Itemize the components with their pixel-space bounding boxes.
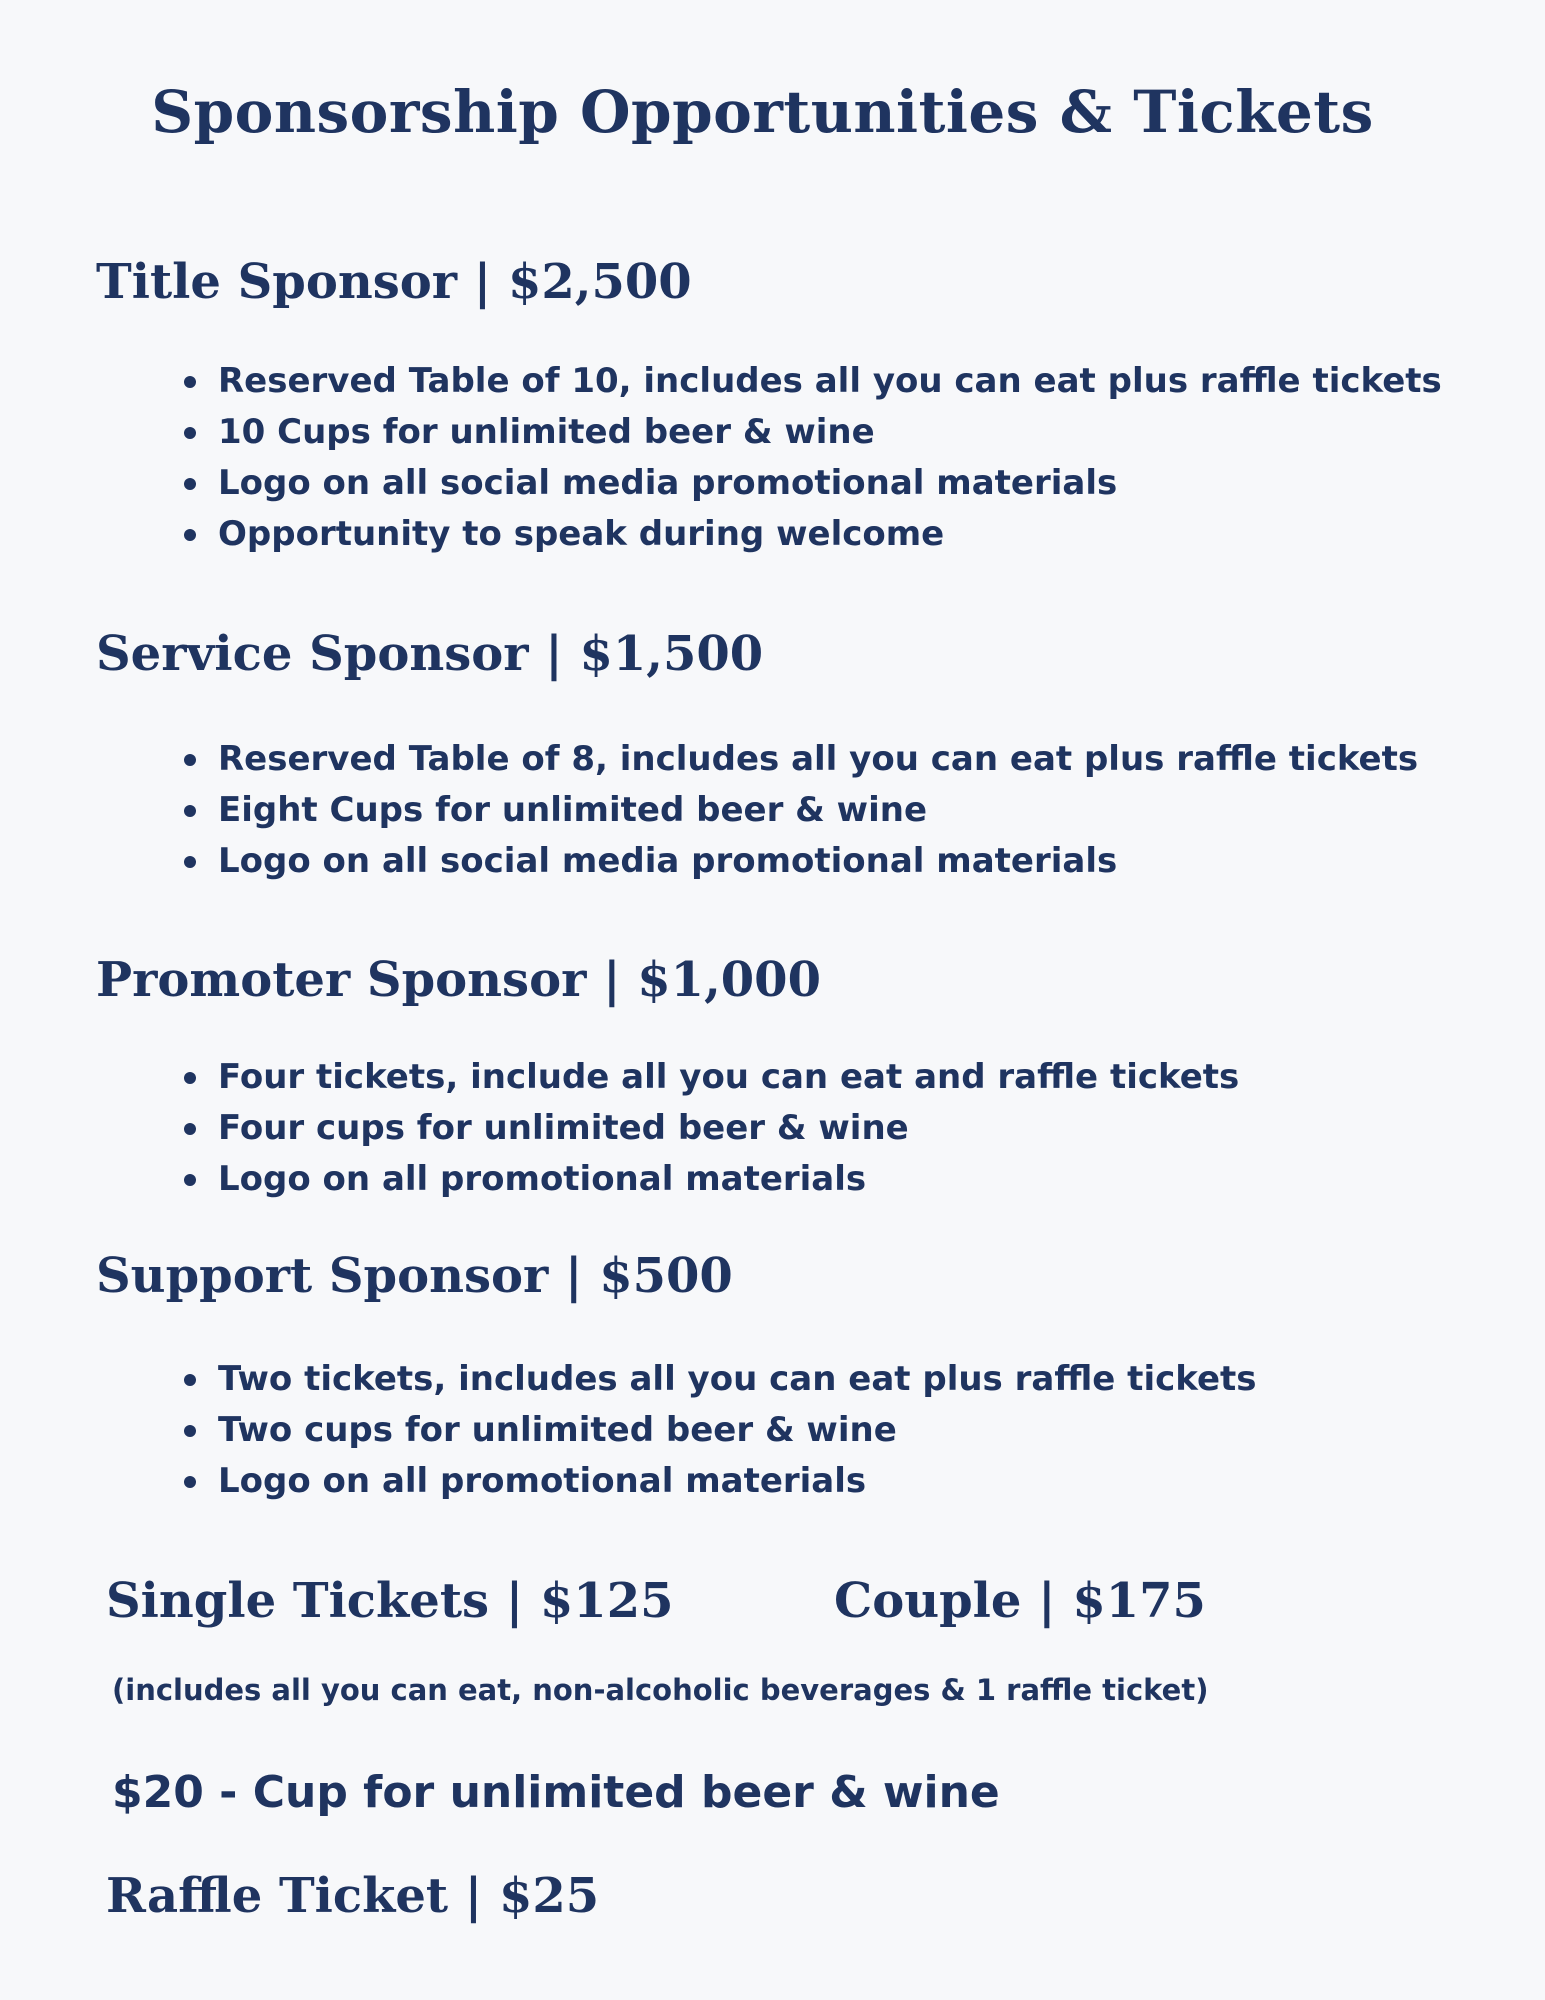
list-item: Logo on all social media promotional materials bbox=[218, 836, 1418, 887]
list-item: Two cups for unlimited beer & wine bbox=[218, 1405, 1257, 1456]
support-sponsor-heading: Support Sponsor | $500 bbox=[96, 1248, 733, 1304]
service-sponsor-heading: Service Sponsor | $1,500 bbox=[96, 626, 764, 682]
couple-tickets-heading: Couple | $175 bbox=[834, 1573, 1206, 1629]
list-item: Four cups for unlimited beer & wine bbox=[218, 1103, 1239, 1154]
raffle-ticket-heading: Raffle Ticket | $25 bbox=[106, 1868, 600, 1924]
list-item: Logo on all social media promotional materials bbox=[218, 458, 1442, 509]
list-item: Two tickets, includes all you can eat plus raffle tickets bbox=[218, 1354, 1257, 1405]
list-item: Reserved Table of 10, includes all you can eat plus raffle tickets bbox=[218, 356, 1442, 407]
title-sponsor-benefits bbox=[218, 356, 1442, 560]
support-sponsor-benefits bbox=[218, 1354, 1257, 1507]
list-item: Reserved Table of 8, includes all you can eat plus raffle tickets bbox=[218, 734, 1418, 785]
promoter-sponsor-heading: Promoter Sponsor | $1,000 bbox=[96, 952, 821, 1008]
list-item: Opportunity to speak during welcome bbox=[218, 509, 1442, 560]
list-item: Logo on all promotional materials bbox=[218, 1154, 1239, 1205]
promoter-sponsor-benefits bbox=[218, 1052, 1239, 1205]
list-item: Logo on all promotional materials bbox=[218, 1456, 1257, 1507]
list-item: Four tickets, include all you can eat and raffle tickets bbox=[218, 1052, 1239, 1103]
service-sponsor-benefits bbox=[218, 734, 1418, 887]
cup-price-line: $20 - Cup for unlimited beer & wine bbox=[112, 1767, 1000, 1818]
ticket-includes-note: (includes all you can eat, non-alcoholic beverages & 1 raffle ticket) bbox=[112, 1673, 1209, 1707]
page-title: Sponsorship Opportunities & Tickets bbox=[151, 78, 1374, 146]
list-item: 10 Cups for unlimited beer & wine bbox=[218, 407, 1442, 458]
list-item: Eight Cups for unlimited beer & wine bbox=[218, 785, 1418, 836]
title-sponsor-heading: Title Sponsor | $2,500 bbox=[96, 254, 692, 310]
single-tickets-heading: Single Tickets | $125 bbox=[106, 1573, 674, 1629]
